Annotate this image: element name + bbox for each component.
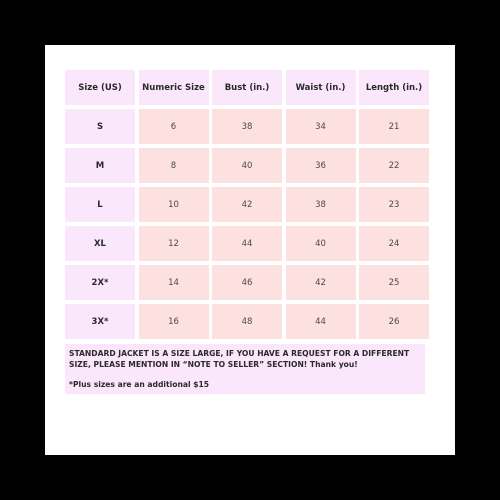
length-l: 23 — [359, 187, 429, 222]
waist-3x: 44 — [286, 304, 356, 339]
bust-3x: 48 — [212, 304, 282, 339]
numeric-size-3x: 16 — [139, 304, 209, 339]
size-label-m: M — [65, 148, 135, 183]
header-bust: Bust (in.) — [212, 70, 282, 105]
waist-m: 36 — [286, 148, 356, 183]
size-label-l: L — [65, 187, 135, 222]
length-xl: 24 — [359, 226, 429, 261]
numeric-size-s: 6 — [139, 109, 209, 144]
bust-m: 40 — [212, 148, 282, 183]
waist-s: 34 — [286, 109, 356, 144]
bust-2x: 46 — [212, 265, 282, 300]
waist-l: 38 — [286, 187, 356, 222]
waist-2x: 42 — [286, 265, 356, 300]
length-s: 21 — [359, 109, 429, 144]
size-note-box — [65, 344, 425, 394]
length-m: 22 — [359, 148, 429, 183]
numeric-size-2x: 14 — [139, 265, 209, 300]
size-chart-table — [65, 70, 429, 339]
header-numeric-size: Numeric Size — [139, 70, 209, 105]
size-label-s: S — [65, 109, 135, 144]
plus-size-note: *Plus sizes are an additional $15 — [69, 380, 210, 389]
numeric-size-l: 10 — [139, 187, 209, 222]
length-2x: 25 — [359, 265, 429, 300]
size-label-2x: 2X* — [65, 265, 135, 300]
standard-size-note: STANDARD JACKET IS A SIZE LARGE, IF YOU HAVE A REQUEST FOR A DIFFERENT SIZE, PLEASE MENTION IN “NOTE TO SELLER” SECTION! Thank you! — [69, 349, 410, 369]
size-label-3x: 3X* — [65, 304, 135, 339]
numeric-size-m: 8 — [139, 148, 209, 183]
header-waist: Waist (in.) — [286, 70, 356, 105]
bust-l: 42 — [212, 187, 282, 222]
bust-xl: 44 — [212, 226, 282, 261]
bust-s: 38 — [212, 109, 282, 144]
numeric-size-xl: 12 — [139, 226, 209, 261]
length-3x: 26 — [359, 304, 429, 339]
waist-xl: 40 — [286, 226, 356, 261]
size-label-xl: XL — [65, 226, 135, 261]
size-chart-card — [45, 45, 455, 455]
header-size-us: Size (US) — [65, 70, 135, 105]
header-length: Length (in.) — [359, 70, 429, 105]
